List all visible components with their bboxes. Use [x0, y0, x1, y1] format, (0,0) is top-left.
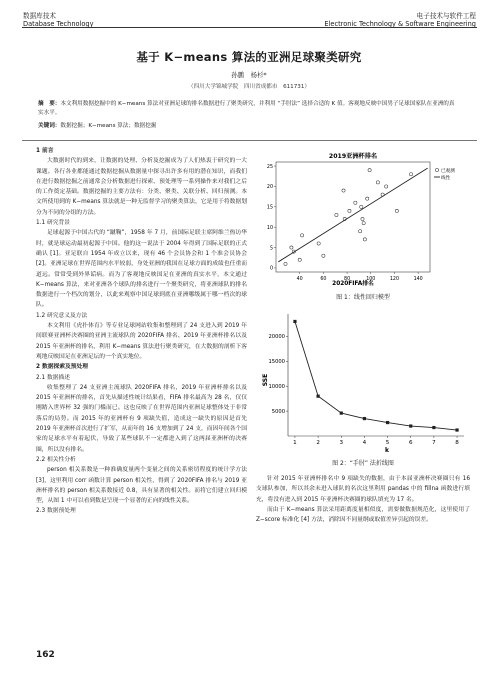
paragraph: 而由于 K−means 算法采用距离度量相似度，需要做数据规范化，这里使用了 Z−score 标准化 [4] 方法，消除因不同量纲或取值差异引起的误差。	[256, 506, 470, 524]
header-right-cn: 电子技术与软件工程	[416, 12, 476, 20]
y-tick-label: 10	[266, 225, 273, 231]
sse-point	[363, 417, 366, 420]
keywords-label: 关键词：	[38, 122, 61, 129]
figure-1-caption: 图 1：线性回归模型	[336, 294, 390, 301]
sse-point	[432, 426, 435, 429]
x-tick-label: 1	[293, 440, 297, 446]
left-column	[36, 146, 247, 517]
x-tick-label: 120	[389, 277, 400, 282]
y-tick-label: 5	[269, 246, 273, 252]
x-tick-label: 8	[455, 440, 459, 446]
sse-point	[455, 428, 458, 431]
right-column	[256, 474, 470, 525]
abstract-text: 本文利用数据挖掘中的 K−means 算法对亚洲足球的排名数据进行了聚类研究，并利用 “手肘法” 选择合适的 K 值。客观地反映中国男子足球国家队在亚洲的真实水平。	[38, 101, 455, 117]
subsection-heading: 2.2 相关性分析	[36, 456, 76, 463]
paragraph: 大数据时代的到来，让数据的处理、分析及挖掘成为了人们热衷于研究的一大课题。各行各业都能通过数据挖掘从数据量中探寻出许多有用的潜在知识，而我们在进行数据挖掘之前通常会分析数据进行探索、预处理等一系列操作来对我们之后的工作奠定基础。数据挖掘的主要方法有：分类、聚类、关联分析、回归预测。本文所使用到的 K−means 算法就是一种无监督学习的聚类算法，它是用于将数据划分为不同的分组的方法。	[36, 158, 247, 216]
paragraph: person 相关系数是一种准确度量两个变量之间的关系密切程度的统计学方法 [3]，这里利用 corr 函数计算 person 相关性，得到了 2020FIFA 排名与 2019 亚洲杯排名的 person 相关系数接近 0.8，具有显著的相关性。而将它们建立回归模型，从图 1 中可以看到数是呈现一个显著的正向的线性关系。	[36, 467, 247, 505]
x-tick-label: 7	[432, 440, 436, 446]
x-tick-label: 100	[366, 277, 376, 282]
x-axis-label: k	[385, 447, 389, 453]
x-tick-label: 40	[296, 277, 303, 282]
keywords-text: 数据挖掘；K−means 算法；数据挖掘	[60, 122, 157, 129]
paragraph: 足球起源于中国古代的 “蹴鞠”，1958 年 7 月，前国际足联主席阿维兰热访华时，就是球运动最初起源于中国。他的这一说法于 2004 年得到了国际足联的正式确认 [1]。亚足联自 1954 年成立以来，现有 46 个会员协会和 1 个准会员协会 [2]。亚洲足球在世界范围内水平较弱，身处亚洲的我国在足球方面的成绩也任重而道远。常常受到外界诟病。而为了客观地反映国足在亚洲的真实水平，本文通过 K−means 算法，来对亚洲各个球队的排名进行一个聚类研究，将亚洲球队的排名数据进行一个档次的划分，以此来观察中国足球到底在亚洲哪级属于哪一档次的球队。	[36, 230, 247, 309]
sse-point	[340, 411, 343, 414]
section-heading: 2 数据探索及预处理	[36, 364, 89, 371]
y-tick-label: 20000	[268, 334, 285, 341]
legend-label: 线性	[441, 176, 451, 181]
header-rule	[22, 27, 477, 28]
y-tick-label: 0	[269, 266, 273, 272]
sse-point	[317, 395, 320, 398]
sse-series-line	[295, 321, 457, 430]
y-tick-label: 15000	[268, 359, 285, 366]
x-tick-label: 4	[362, 440, 367, 446]
legend-label: 已观测	[441, 169, 455, 174]
affiliation: （四川大学锦城学院 四川省成都市 611731）	[187, 84, 311, 90]
y-tick-label: 20	[266, 185, 273, 191]
subsection-heading: 1.2 研究意义及方法	[36, 312, 88, 319]
authors: 孙鹏 杨杉*	[231, 71, 267, 79]
subsection-heading: 2.1 数据描述	[36, 374, 70, 381]
header-left-cn: 数据库技术	[23, 12, 56, 20]
figure-2-line-chart	[256, 308, 470, 453]
section-rule	[22, 140, 477, 141]
x-tick-label: 140	[413, 277, 423, 282]
x-tick-label: 5	[385, 440, 390, 446]
paper-title: 基于 K−means 算法的亚洲足球聚类研究	[136, 50, 362, 64]
subsection-heading: 1.1 研究背景	[36, 220, 70, 227]
page-number: 162	[36, 650, 55, 660]
chart-legend	[434, 167, 455, 181]
sse-point	[409, 424, 412, 427]
figure-2-caption: 图 2：“手肘” 法折线图	[332, 460, 394, 467]
sse-point	[386, 421, 389, 424]
x-tick-label: 80	[344, 277, 351, 282]
header-left-en: Database Technology	[23, 20, 94, 28]
abstract-block	[38, 100, 458, 131]
paragraph: 收集整理了 24 支亚洲主流球队 2020FIFA 排名，2019 年亚洲杯排名以及 2015 年亚洲杯的排名，首先从描述性统计结果看，FIFA 排名最高为 28 名，仅仅刚踏入世界杯 32 强的门槛而已。这也反映了在世界范围内亚洲足球整体处于非常落后的局势。而 2015 年的亚洲杯有 9 项缺失值，造成这一缺失的原因是首先 2019 年亚洲杯首次进行了扩军，从而年的 16 支增加到了 24 支，而因年间各个国家的足球水平有着起伏，导致了某些球队不一定都进入到了这两届亚洲杯的决赛圈，所以没有排名。	[36, 384, 247, 453]
y-tick-label: 25	[266, 164, 273, 170]
figure-1-scatter-chart	[256, 148, 470, 288]
y-tick-label: 10000	[268, 384, 285, 391]
plot-area	[276, 162, 430, 272]
x-axis-label: 2020FIFA排名	[332, 281, 374, 287]
x-tick-label: 60	[320, 277, 327, 282]
header-right-en: Electronic Technology & Software Engineering	[324, 20, 476, 28]
y-tick-label: 15	[266, 205, 273, 211]
chart-title: 2019亚洲杯排名	[328, 153, 378, 160]
x-tick-label: 3	[339, 440, 344, 446]
subsection-heading: 2.3 数据预处理	[36, 508, 76, 515]
sse-point	[293, 320, 296, 323]
paragraph: 针对 2015 年亚洲杯排名中 9 项缺失的数据，由于本届亚洲杯决赛圈只有 16 支球队参加，所以其余未进入球队的名次这里利用 pandas 中的 fillna 函数进行填充，将没有进入到 2015 年亚洲杯决赛圈的球队填充为 17 名。	[256, 476, 470, 503]
section-heading: 1 前言	[36, 148, 54, 154]
x-tick-label: 6	[408, 440, 413, 446]
x-tick-label: 2	[316, 440, 320, 446]
abstract-label: 摘 要：	[38, 101, 61, 107]
legend-marker-observed	[435, 168, 438, 171]
y-tick-label: 5000	[271, 408, 285, 415]
paragraph: 本文利用《虎扑体育》等专业足球网站收集和整理到了 24 支进入到 2019 年间联赛亚洲杯决赛圈的亚洲主流球队的 2020FIFA 排名、2019 年亚洲杯排名以及 2015 年亚洲杯的排名，利用 K−means 算法进行聚类研究，在大数据的剖析下客观地反映国足在亚洲足坛的一个真实地位。	[36, 323, 247, 360]
y-axis-label: SSE	[262, 373, 269, 387]
